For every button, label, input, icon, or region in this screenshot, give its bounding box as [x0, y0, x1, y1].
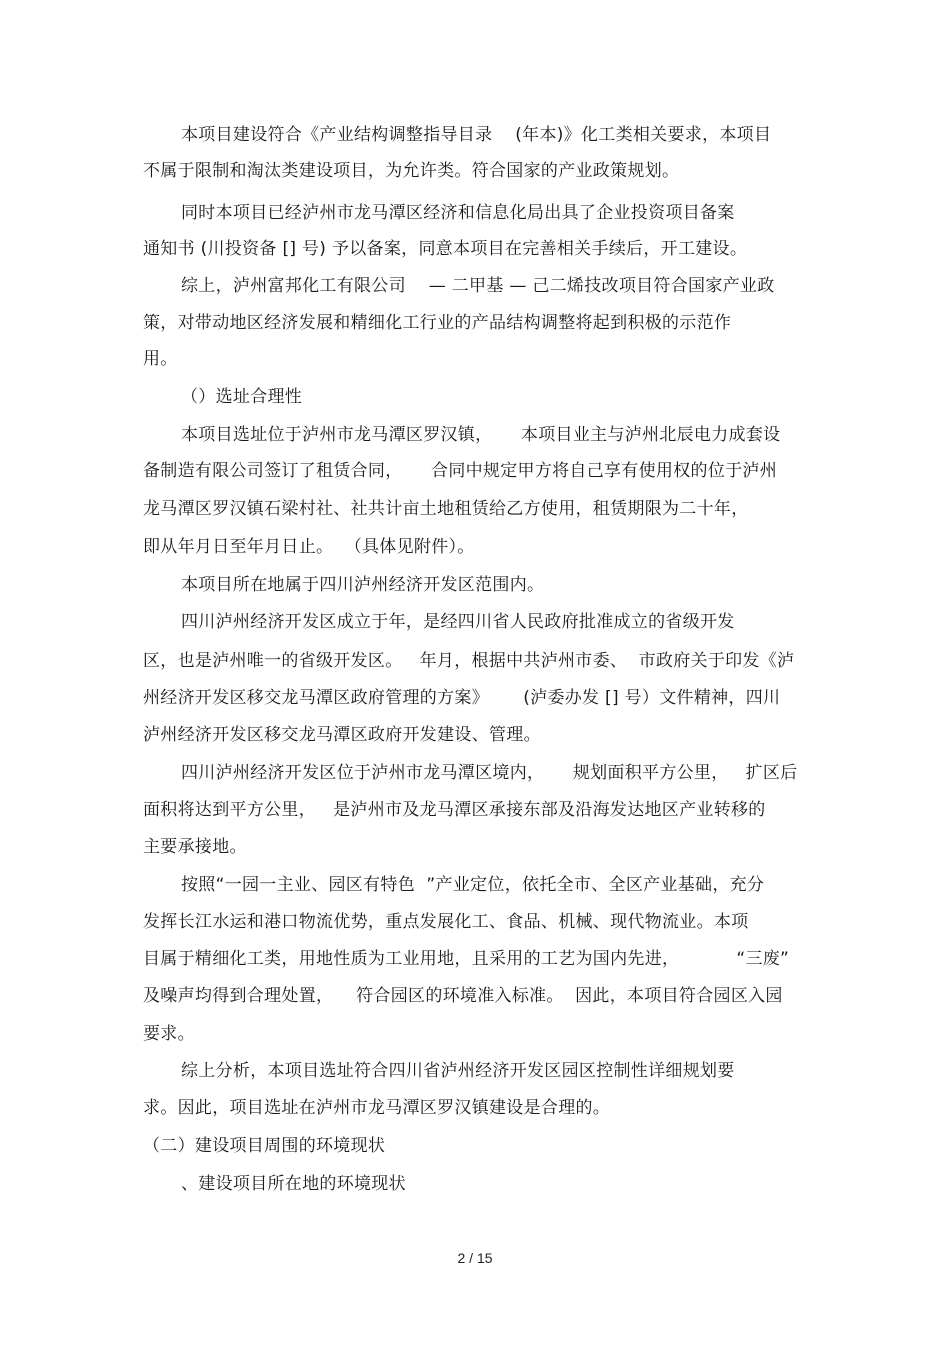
subsection-heading: 、建设项目所在地的环境现状 — [181, 1174, 406, 1194]
text-line: 不属于限制和淘汰类建设项目，为允许类。符合国家的产业政策规划。 — [143, 161, 680, 181]
text-line: 面积将达到平方公里， 是泸州市及龙马潭区承接东部及沿海发达地区产业转移的 — [143, 800, 766, 820]
text-line: 区，也是泸州唯一的省级开发区。 年月，根据中共泸州市委、 市政府关于印发《泸 — [143, 651, 795, 671]
text-line: 四川泸州经济开发区位于泸州市龙马潭区境内， 规划面积平方公里， 扩区后 — [181, 763, 798, 783]
text-line: 目属于精细化工类，用地性质为工业用地，且采用的工艺为国内先进， “三废” — [143, 949, 790, 969]
text-line: 州经济开发区移交龙马潭区政府管理的方案》 (泸委办发 [] 号）文件精神，四川 — [143, 688, 781, 708]
text-line: 即从年月日至年月日止。 （具体见附件）。 — [143, 537, 475, 557]
section-heading: （）选址合理性 — [181, 387, 303, 407]
text-line: 策，对带动地区经济发展和精细化工行业的产品结构调整将起到积极的示范作 — [143, 313, 732, 333]
text-line: 四川泸州经济开发区成立于年，是经四川省人民政府批准成立的省级开发 — [181, 612, 735, 632]
text-line: 综上，泸州富邦化工有限公司 — 二甲基 — 己二烯技改项目符合国家产业政 — [181, 276, 775, 296]
page-number: 2 / 15 — [457, 1250, 493, 1266]
section-heading: （二）建设项目周围的环境现状 — [143, 1136, 386, 1156]
text-line: 通知书 (川投资备 [] 号) 予以备案，同意本项目在完善相关手续后，开工建设。 — [143, 239, 748, 259]
text-line: 发挥长江水运和港口物流优势，重点发展化工、食品、机械、现代物流业。本项 — [143, 912, 749, 932]
text-line: 要求。 — [143, 1024, 195, 1044]
text-line: 本项目建设符合《产业结构调整指导目录 (年本)》化工类相关要求，本项目 — [181, 125, 772, 145]
text-line: 泸州经济开发区移交龙马潭区政府开发建设、管理。 — [143, 725, 541, 745]
text-line: 龙马潭区罗汉镇石梁村社、社共计亩土地租赁给乙方使用，租赁期限为二十年， — [143, 499, 749, 519]
text-line: 综上分析，本项目选址符合四川省泸州经济开发区园区控制性详细规划要 — [181, 1061, 735, 1081]
text-line: 求。因此，项目选址在泸州市龙马潭区罗汉镇建设是合理的。 — [143, 1098, 611, 1118]
text-line: 本项目所在地属于四川泸州经济开发区范围内。 — [181, 575, 545, 595]
text-line: 主要承接地。 — [143, 837, 247, 857]
text-line: 用。 — [143, 349, 178, 369]
text-line: 同时本项目已经泸州市龙马潭区经济和信息化局出具了企业投资项目备案 — [181, 203, 735, 223]
text-line: 按照“一园一主业、园区有特色 ”产业定位，依托全市、全区产业基础，充分 — [181, 875, 765, 895]
text-line: 备制造有限公司签订了租赁合同， 合同中规定甲方将自己享有使用权的位于泸州 — [143, 461, 778, 481]
text-line: 及噪声均得到合理处置， 符合园区的环境准入标准。 因此，本项目符合园区入园 — [143, 986, 783, 1006]
text-line: 本项目选址位于泸州市龙马潭区罗汉镇， 本项目业主与泸州北辰电力成套设 — [181, 425, 781, 445]
